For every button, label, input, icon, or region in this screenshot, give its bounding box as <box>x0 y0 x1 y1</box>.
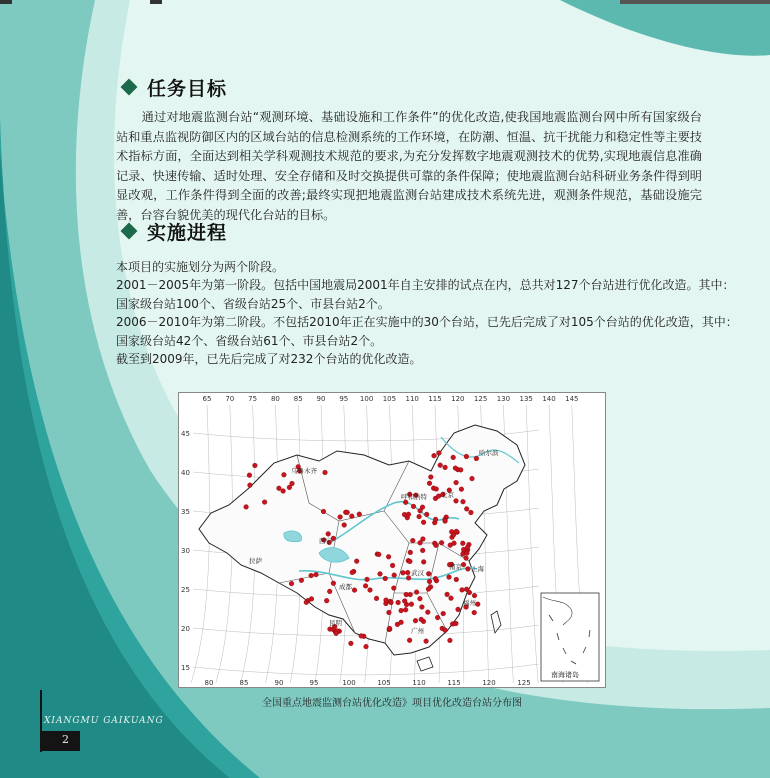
station-marker <box>350 570 355 575</box>
station-marker <box>326 532 331 537</box>
page-number-box <box>40 731 80 751</box>
station-marker <box>467 590 472 595</box>
station-marker <box>464 507 469 512</box>
station-marker <box>365 577 370 582</box>
section1-title: 任务目标 <box>147 77 228 100</box>
station-marker <box>432 453 437 458</box>
station-marker <box>349 641 354 646</box>
station-marker <box>460 541 465 546</box>
top-tick-label: 135 <box>519 395 533 403</box>
bottom-tick-label: 110 <box>412 679 426 687</box>
station-marker <box>281 489 286 494</box>
city-label: 广州 <box>411 627 424 635</box>
station-marker <box>357 512 362 517</box>
bottom-tick-label: 105 <box>377 679 391 687</box>
station-marker <box>389 600 394 605</box>
top-tick-label: 145 <box>565 395 579 403</box>
station-marker <box>425 610 430 615</box>
section2-title: 实施进程 <box>147 221 228 244</box>
station-marker <box>391 586 396 591</box>
section2-heading <box>120 218 227 244</box>
station-marker <box>349 514 354 519</box>
station-marker <box>433 576 438 581</box>
south-sea-inset <box>541 593 599 681</box>
bottom-tick-label: 100 <box>342 679 356 687</box>
bottom-tick-label: 85 <box>239 679 249 687</box>
station-marker <box>287 485 292 490</box>
station-marker <box>466 567 471 572</box>
station-marker <box>458 468 463 473</box>
top-tick-label: 80 <box>270 395 280 403</box>
city-label: 上海 <box>471 565 484 573</box>
station-marker <box>460 588 465 593</box>
station-marker <box>469 510 474 515</box>
top-tick-label: 110 <box>405 395 419 403</box>
station-marker <box>447 575 452 580</box>
station-marker <box>414 590 419 595</box>
station-marker <box>434 487 439 492</box>
station-marker <box>448 638 453 643</box>
station-marker <box>321 509 326 514</box>
left-tick-label: 40 <box>181 469 190 477</box>
diamond-bullet-icon <box>121 223 138 240</box>
station-marker <box>420 548 425 553</box>
station-marker <box>299 578 304 583</box>
section2-line: 截至到2009年，已先后完成了对232个台站的优化改造。 <box>116 352 422 367</box>
station-marker <box>309 597 314 602</box>
station-marker <box>309 573 314 578</box>
station-marker <box>454 621 459 626</box>
station-marker <box>406 512 411 517</box>
station-marker <box>452 541 457 546</box>
station-marker <box>376 552 381 557</box>
bottom-tick-label: 115 <box>447 679 461 687</box>
city-label: 成都 <box>339 583 352 591</box>
station-marker <box>248 483 253 488</box>
left-tick-label: 20 <box>181 625 190 633</box>
station-marker <box>426 587 431 592</box>
left-tick-label: 35 <box>181 508 190 516</box>
station-marker <box>475 602 480 607</box>
inset-label: 南海诸岛 <box>551 671 579 679</box>
left-tick-label: 25 <box>181 586 190 594</box>
station-marker <box>418 508 423 513</box>
station-marker <box>408 592 413 597</box>
city-label: 北京 <box>441 491 454 499</box>
left-tick-label: 30 <box>181 547 190 555</box>
station-marker <box>289 581 294 586</box>
diamond-bullet-icon <box>121 79 138 96</box>
city-label: 昆明 <box>329 619 342 627</box>
station-marker <box>327 589 332 594</box>
station-marker <box>401 570 406 575</box>
city-label: 呼和浩特 <box>401 493 427 501</box>
station-marker <box>244 505 249 510</box>
station-marker <box>451 455 456 460</box>
map-caption: 全国重点地震监测台站优化改造》项目优化改造台站分布图 <box>262 698 522 709</box>
section2-line: 2001－2005年为第一阶段。包括中国地震局2001年自主安排的试点在内，总共对127个台站进行优化改造。其中： <box>116 278 735 293</box>
station-marker <box>399 620 404 625</box>
section1-heading <box>120 74 227 100</box>
city-label: 哈尔滨 <box>479 449 499 457</box>
top-tick-label: 130 <box>496 395 511 403</box>
top-tick-label: 75 <box>248 395 258 403</box>
station-marker <box>359 634 364 639</box>
station-marker <box>465 551 470 556</box>
station-marker <box>453 466 458 471</box>
station-marker <box>459 487 464 492</box>
station-marker <box>435 615 440 620</box>
station-marker <box>454 577 459 582</box>
station-marker <box>277 486 282 491</box>
station-marker <box>247 473 252 478</box>
station-marker <box>402 599 407 604</box>
station-marker <box>384 598 389 603</box>
station-marker <box>405 570 410 575</box>
station-marker <box>262 500 267 505</box>
city-label: 乌鲁木齐 <box>291 467 317 475</box>
station-marker <box>451 533 456 538</box>
top-tick-label: 105 <box>382 395 397 403</box>
top-tick-label: 120 <box>451 395 465 403</box>
station-marker <box>253 463 258 468</box>
station-marker <box>390 563 395 568</box>
station-marker <box>408 559 413 564</box>
section2-line: 国家级台站42个、省级台站61个、市县台站2个。 <box>116 333 383 348</box>
station-marker <box>426 571 431 576</box>
station-marker <box>392 573 397 578</box>
station-marker <box>470 476 475 481</box>
station-marker <box>441 611 446 616</box>
station-marker <box>364 644 369 649</box>
station-marker <box>427 579 432 584</box>
station-marker <box>399 608 404 613</box>
top-tick-label: 85 <box>293 395 303 403</box>
station-marker <box>464 556 469 561</box>
bottom-tick-label: 125 <box>517 679 531 687</box>
station-marker <box>417 514 422 519</box>
station-marker <box>331 581 336 586</box>
station-marker <box>342 523 347 528</box>
station-marker <box>409 602 414 607</box>
station-marker <box>374 596 379 601</box>
station-marker <box>334 631 339 636</box>
station-marker <box>407 638 412 643</box>
station-marker <box>424 512 429 517</box>
top-tick-label: 65 <box>202 395 212 403</box>
station-marker <box>368 588 373 593</box>
station-marker <box>413 618 418 623</box>
city-label: 武汉 <box>411 569 424 577</box>
bottom-tick-label: 95 <box>309 679 319 687</box>
station-marker <box>314 572 319 577</box>
top-tick-label: 90 <box>316 395 326 403</box>
station-marker <box>443 519 448 524</box>
station-marker <box>304 600 309 605</box>
hainan-island <box>417 657 433 671</box>
station-marker <box>443 628 448 633</box>
station-marker <box>445 592 450 597</box>
station-marker <box>454 499 459 504</box>
section-brand: XIANGMU GAIKUANG <box>44 716 164 726</box>
station-marker <box>424 639 429 644</box>
station-marker <box>449 596 454 601</box>
top-tick-label: 115 <box>428 395 442 403</box>
section2-body <box>116 258 738 368</box>
station-marker <box>418 596 423 601</box>
station-marker <box>420 605 425 610</box>
station-marker <box>421 520 426 525</box>
station-marker <box>461 499 466 504</box>
station-marker <box>433 517 438 522</box>
station-marker <box>387 626 392 631</box>
station-marker <box>438 463 443 468</box>
station-marker <box>411 504 416 509</box>
station-marker <box>386 554 391 559</box>
left-tick-label: 15 <box>181 664 190 672</box>
station-marker <box>323 470 328 475</box>
station-marker <box>418 540 423 545</box>
station-marker <box>396 600 401 605</box>
station-marker <box>383 576 388 581</box>
station-marker <box>421 560 426 565</box>
station-marker <box>324 598 329 603</box>
section2-line: 2006－2010年为第二阶段。不包括2010年正在实施中的30个台站，已先后完成了对105个台站的优化改造，其中： <box>116 315 738 330</box>
station-marker <box>378 572 383 577</box>
station-marker <box>472 610 477 615</box>
station-marker <box>419 617 424 622</box>
section2-line: 国家级台站100个、省级台站25个、市县台站2个。 <box>116 296 390 311</box>
station-distribution-map <box>178 392 606 688</box>
station-marker <box>456 607 461 612</box>
left-tick-label: 45 <box>181 430 190 438</box>
station-marker <box>454 480 459 485</box>
station-marker <box>439 540 444 545</box>
top-tick-label: 100 <box>359 395 374 403</box>
section2-line: 本项目的实施划分为两个阶段。 <box>116 260 285 274</box>
station-marker <box>472 593 477 598</box>
city-label: 南京 <box>449 563 462 571</box>
station-marker <box>363 584 368 589</box>
top-tick-label: 125 <box>473 395 488 403</box>
station-marker <box>338 515 343 520</box>
station-marker <box>427 481 432 486</box>
meridian-line <box>191 405 210 683</box>
station-marker <box>282 472 287 477</box>
station-marker <box>345 510 350 515</box>
page-number: 2 <box>62 733 69 746</box>
top-tick-label: 95 <box>339 395 349 403</box>
station-marker <box>352 588 357 593</box>
station-marker <box>464 454 469 459</box>
station-marker <box>428 475 433 480</box>
map-figure <box>179 393 605 687</box>
station-marker <box>354 559 359 564</box>
bottom-tick-label: 120 <box>482 679 496 687</box>
meridian-line <box>526 405 538 683</box>
station-marker <box>437 451 442 456</box>
top-tick-label: 140 <box>542 395 556 403</box>
section1-body: 通过对地震监测台站“观测环境、基础设施和工作条件”的优化改造,使我国地震监测台网中所有国家级台站和重点监视防御区内的区域台站的信息检测系统的工作环境，在防潮、恒温、抗干扰能力和稳定性等主要技术指标方面，全面达到相关学科观测技术规范的要求,为充分发挥数字地震观测技术的优势,实现地震信息准确记录、快速传输、适时处理、安全存储和及时交换提供可靠的条件保障；使地震监测台站科研业务条件得到明显改观，工作条件得到全面的改善;最终实现把地震监测台站建成技术系统先进，观测条件规范，基础设施完善，台容台貌优美的现代化台站的目标。 <box>116 110 702 222</box>
bottom-tick-label: 90 <box>274 679 284 687</box>
city-label: 福州 <box>463 599 476 607</box>
station-marker <box>410 538 415 543</box>
station-marker <box>443 465 448 470</box>
city-label: 西宁 <box>319 537 332 545</box>
station-marker <box>434 543 439 548</box>
station-marker <box>387 610 392 615</box>
top-tick-label: 70 <box>225 395 235 403</box>
station-marker <box>408 550 413 555</box>
station-marker <box>403 607 408 612</box>
bottom-tick-label: 80 <box>204 679 214 687</box>
station-marker <box>465 545 470 550</box>
city-label: 拉萨 <box>249 557 262 565</box>
